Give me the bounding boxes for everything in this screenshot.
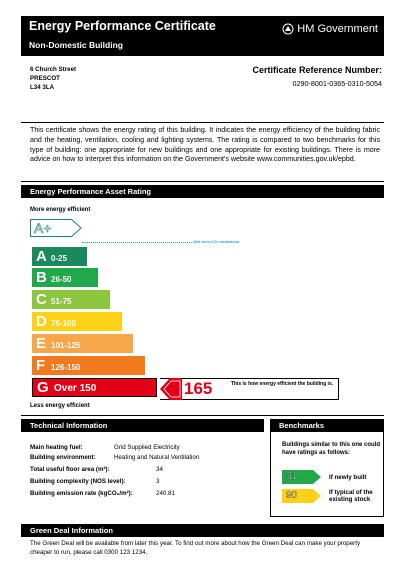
certificate-subtitle: Non-Domestic Building	[29, 40, 123, 50]
green-deal-text: The Green Deal will be available from later this year. To find out more about how the Green Deal can make your property cheaper to run, please call 0300 123 1234.	[30, 540, 361, 556]
band-range: Over 150	[54, 383, 97, 394]
tech-value: 34	[156, 466, 163, 473]
band-range: 101-125	[51, 340, 81, 350]
band-range: 126-150	[51, 362, 81, 372]
aplus-band-arrow	[71, 219, 82, 237]
royal-crest-icon	[282, 23, 294, 35]
more-efficient-label: More energy efficient	[30, 207, 91, 213]
tech-label: Building complexity (NOS level):	[30, 478, 126, 485]
band-letter: F	[36, 357, 46, 374]
band-c	[32, 290, 110, 309]
less-efficient-label: Less energy efficient	[30, 403, 90, 409]
reference-label: Certificate Reference Number:	[252, 65, 382, 75]
hm-government-logo	[282, 23, 378, 35]
band-letter: B	[36, 269, 47, 286]
benchmark-new-value: 31	[286, 471, 298, 482]
band-letter: D	[36, 313, 47, 330]
current-rating-arrow-icon	[160, 378, 182, 400]
band-letter: G	[37, 379, 49, 396]
benchmarks-section-title: Benchmarks	[270, 419, 384, 432]
band-d	[32, 312, 122, 331]
certificate-header	[21, 16, 384, 56]
current-rating-value: 165	[184, 379, 213, 398]
benchmark-typical-value: 90	[286, 490, 298, 501]
band-g	[32, 378, 157, 397]
tech-label: Main heating fuel:	[30, 444, 83, 451]
band-e	[32, 334, 133, 353]
technical-section-title: Technical Information	[21, 419, 264, 432]
benchmark-new-label: If newly built	[329, 474, 367, 481]
net-zero-line	[82, 242, 194, 243]
reference-number: 0290-8001-0365-0310-5054	[292, 79, 382, 88]
tech-value: Grid Supplied Electricity	[114, 444, 180, 451]
band-f	[32, 356, 145, 375]
band-range: 26-50	[51, 274, 72, 284]
benchmarks-description: Buildings similar to this one could have ratings as follows:	[282, 442, 381, 456]
current-rating-note: This is how energy efficient the building is.	[230, 381, 334, 387]
benchmark-typical-label: If typical of the existing stock	[329, 489, 373, 503]
tech-value: 3	[156, 478, 160, 485]
band-letter: E	[36, 335, 47, 352]
tech-label: Total useful floor area (m²):	[30, 466, 110, 473]
address-line-2: PRESCOT	[30, 75, 60, 82]
tech-label: Building environment:	[30, 454, 96, 461]
rating-section-title: Energy Performance Asset Rating	[21, 185, 384, 198]
address-line-3: L34 3LA	[30, 84, 55, 91]
intro-text: This certificate shows the energy rating of this building. It indicates the energy efficiency of the building fabric and the heating, ventilation, cooling and lighting systems. The rating is compared to two benchmarks for this type of building: one appropriate for new buildings and one appropriate for existing buildings. There is more advice on how to interpret this information on the Government's website www.communities.gov.uk/epbd.	[30, 126, 380, 164]
band-letter: A	[36, 248, 47, 265]
green-deal-section-title: Green Deal Information	[21, 524, 384, 537]
band-letter: C	[36, 291, 47, 308]
band-range: 76-100	[51, 318, 76, 328]
band-range: 0-25	[51, 253, 68, 263]
band-b	[32, 268, 98, 287]
band-a	[32, 247, 87, 266]
band-range: 51-75	[51, 296, 72, 306]
intro-section	[21, 122, 384, 182]
address-line-1: 6 Church Street	[30, 66, 77, 73]
aplus-label: A+	[34, 220, 52, 236]
certificate-title: Energy Performance Certificate	[29, 19, 216, 33]
tech-value: Heating and Natural Ventilation	[114, 454, 200, 461]
tech-value: 240.81	[156, 490, 175, 497]
gov-logo-text: HM Government	[297, 23, 378, 35]
net-zero-label: Net zero CO₂ emissions	[194, 239, 240, 244]
tech-label: Building emission rate (kgCO₂/m²):	[30, 490, 133, 497]
